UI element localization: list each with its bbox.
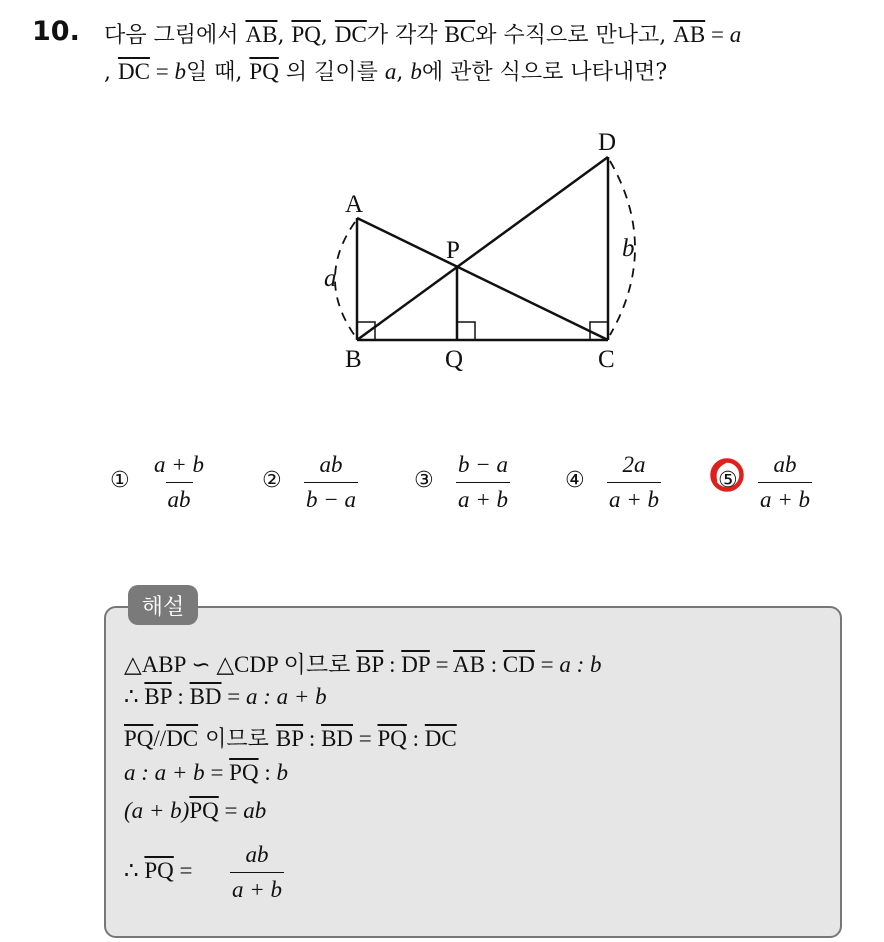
label-c-point: C — [598, 346, 615, 373]
choice-3[interactable]: ③ $\frac{b - a}{a + b}$ — [414, 452, 509, 512]
label-q-point: Q — [445, 346, 464, 373]
label-p-point: P — [446, 237, 460, 264]
choice-4[interactable]: ④ $\frac{2a}{a + b}$ — [565, 452, 660, 512]
solution-line-6: ∴ $\overline{PQ}$ = — [124, 858, 193, 883]
choice-5[interactable]: ⑤ $\frac{ab}{a + b}$ — [718, 452, 811, 512]
segment-bd — [357, 157, 608, 340]
question-line-1: 다음 그림에서 $\overline{AB}$, $\overline{PQ}$, $\overline{DC}$가 각각 $\overline{BC}$와 수직으로 만나고, $\overline{AB} = a$ — [104, 22, 742, 48]
label-d-point: D — [598, 129, 617, 156]
solution-line-1: △ABP ∽ △CDP 이므로 $\overline{BP}$ : $\overline{DP} = \overline{AB}$ : $\overline{CD} = a$ : b — [124, 652, 602, 677]
solution-line-5: $(a + b)\overline{PQ}$ = ab — [124, 798, 267, 823]
question-number: 10. — [32, 16, 80, 47]
choice-3-fraction: $\frac{b - a}{a + b}$ — [458, 452, 509, 512]
solution-line-4: a : $a + b = \overline{PQ}$ : b — [124, 760, 288, 785]
segment-ac — [357, 218, 608, 340]
brace-a — [335, 222, 355, 336]
choice-5-fraction: $\frac{ab}{a + b}$ — [760, 452, 811, 512]
geometry-figure — [300, 120, 660, 380]
choice-1[interactable]: ① $\frac{a + b}{ab}$ — [110, 452, 205, 512]
question-line-2: , $\overline{DC} = b$일 때, $\overline{PQ}$ 의 길이를 a, b에 관한 식으로 나타내면? — [104, 59, 668, 85]
choice-1-fraction: $\frac{a + b}{ab}$ — [154, 452, 205, 512]
choice-2[interactable]: ② $\frac{ab}{b - a}$ — [262, 452, 357, 512]
right-angle-q — [457, 322, 475, 340]
solution-badge: 해설 — [128, 585, 198, 625]
solution-line-2: ∴ $\overline{BP}$ : $\overline{BD} = a$ : a + b — [124, 684, 327, 709]
label-b-point: B — [345, 346, 362, 373]
label-b-length: b — [622, 235, 635, 262]
choice-4-fraction: $\frac{2a}{a + b}$ — [609, 452, 660, 512]
solution-final-fraction: $\frac{ab}{a + b}$ — [232, 842, 283, 902]
label-a-point: A — [345, 191, 364, 218]
solution-line-3: $\overline{PQ}//\overline{DC}$ 이므로 $\overline{BP}$ : $\overline{BD} = \overline{PQ}$ : $\overline{DC}$ — [124, 726, 457, 752]
label-a-length: a — [324, 265, 337, 292]
choice-2-fraction: $\frac{ab}{b - a}$ — [306, 452, 357, 512]
